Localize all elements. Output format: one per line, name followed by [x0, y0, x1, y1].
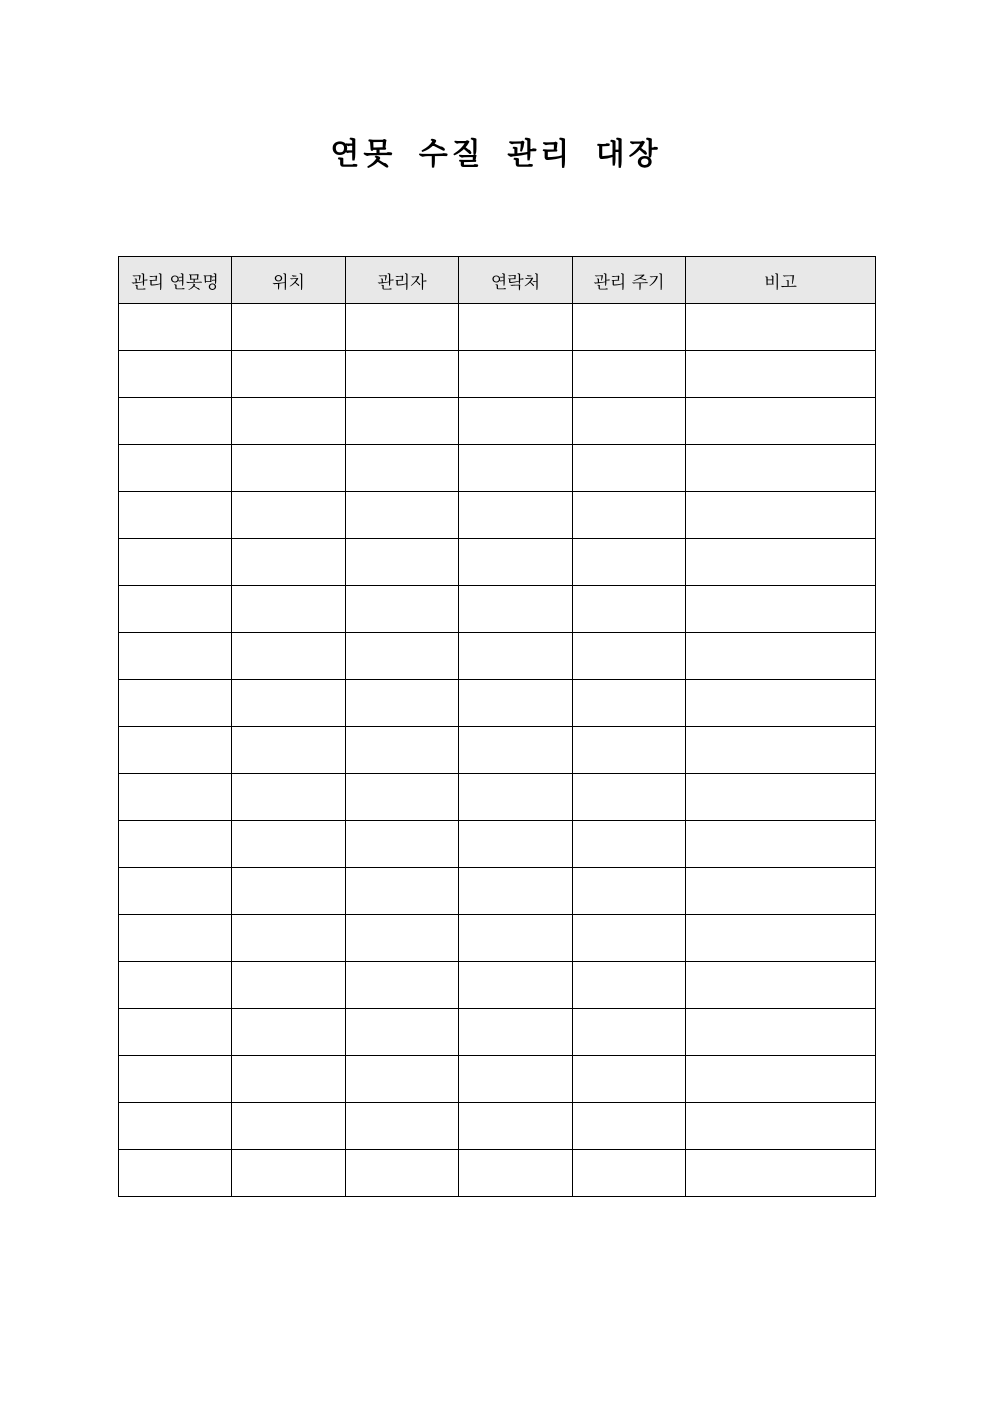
- location-cell[interactable]: [232, 821, 346, 868]
- manager-cell[interactable]: [346, 304, 459, 351]
- manager-cell[interactable]: [346, 962, 459, 1009]
- manager-cell[interactable]: [346, 821, 459, 868]
- pond-name-cell[interactable]: [119, 1150, 232, 1197]
- table-row: [119, 351, 876, 398]
- contact-cell[interactable]: [459, 304, 573, 351]
- location-cell[interactable]: [232, 915, 346, 962]
- contact-cell[interactable]: [459, 727, 573, 774]
- remarks-cell[interactable]: [686, 1056, 876, 1103]
- pond-name-cell[interactable]: [119, 398, 232, 445]
- manager-cell[interactable]: [346, 1009, 459, 1056]
- pond-name-cell[interactable]: [119, 1009, 232, 1056]
- management-cycle-cell[interactable]: [573, 586, 686, 633]
- contact-cell[interactable]: [459, 1103, 573, 1150]
- contact-cell[interactable]: [459, 915, 573, 962]
- pond-name-cell[interactable]: [119, 962, 232, 1009]
- pond-name-cell[interactable]: [119, 1056, 232, 1103]
- contact-cell[interactable]: [459, 1056, 573, 1103]
- table-row: [119, 680, 876, 727]
- manager-cell[interactable]: [346, 680, 459, 727]
- table-row: [119, 821, 876, 868]
- manager-cell[interactable]: [346, 445, 459, 492]
- location-cell[interactable]: [232, 727, 346, 774]
- location-cell[interactable]: [232, 351, 346, 398]
- contact-cell[interactable]: [459, 351, 573, 398]
- manager-cell[interactable]: [346, 492, 459, 539]
- location-cell[interactable]: [232, 304, 346, 351]
- pond-name-cell[interactable]: [119, 586, 232, 633]
- manager-cell[interactable]: [346, 1056, 459, 1103]
- contact-cell[interactable]: [459, 680, 573, 727]
- management-cycle-cell[interactable]: [573, 774, 686, 821]
- table-header-row: [119, 257, 876, 304]
- remarks-cell[interactable]: [686, 445, 876, 492]
- location-cell[interactable]: [232, 633, 346, 680]
- location-cell[interactable]: [232, 962, 346, 1009]
- contact-cell[interactable]: [459, 1150, 573, 1197]
- remarks-cell[interactable]: [686, 821, 876, 868]
- contact-cell[interactable]: [459, 492, 573, 539]
- management-cycle-cell[interactable]: [573, 351, 686, 398]
- remarks-cell[interactable]: [686, 915, 876, 962]
- manager-cell[interactable]: [346, 398, 459, 445]
- location-cell[interactable]: [232, 1103, 346, 1150]
- management-cycle-cell[interactable]: [573, 445, 686, 492]
- remarks-cell[interactable]: [686, 868, 876, 915]
- pond-name-cell[interactable]: [119, 727, 232, 774]
- management-cycle-cell[interactable]: [573, 680, 686, 727]
- pond-name-cell[interactable]: [119, 304, 232, 351]
- table-row: [119, 915, 876, 962]
- manager-cell[interactable]: [346, 539, 459, 586]
- manager-cell[interactable]: [346, 586, 459, 633]
- remarks-cell[interactable]: [686, 351, 876, 398]
- column-header-remarks: 비고: [686, 257, 876, 304]
- column-header-contact: 연락처: [459, 257, 573, 304]
- contact-cell[interactable]: [459, 539, 573, 586]
- table-row: [119, 727, 876, 774]
- pond-name-cell[interactable]: [119, 539, 232, 586]
- management-cycle-cell[interactable]: [573, 492, 686, 539]
- table-row: [119, 539, 876, 586]
- location-cell[interactable]: [232, 1056, 346, 1103]
- table-row: [119, 445, 876, 492]
- manager-cell[interactable]: [346, 868, 459, 915]
- remarks-cell[interactable]: [686, 727, 876, 774]
- remarks-cell[interactable]: [686, 1009, 876, 1056]
- remarks-cell[interactable]: [686, 304, 876, 351]
- manager-cell[interactable]: [346, 1150, 459, 1197]
- table-row: [119, 1103, 876, 1150]
- management-cycle-cell[interactable]: [573, 1150, 686, 1197]
- management-cycle-cell[interactable]: [573, 1056, 686, 1103]
- pond-name-cell[interactable]: [119, 868, 232, 915]
- pond-name-cell[interactable]: [119, 821, 232, 868]
- location-cell[interactable]: [232, 1009, 346, 1056]
- management-cycle-cell[interactable]: [573, 633, 686, 680]
- manager-cell[interactable]: [346, 633, 459, 680]
- management-cycle-cell[interactable]: [573, 821, 686, 868]
- location-cell[interactable]: [232, 445, 346, 492]
- management-cycle-cell[interactable]: [573, 1009, 686, 1056]
- contact-cell[interactable]: [459, 445, 573, 492]
- management-cycle-cell[interactable]: [573, 1103, 686, 1150]
- pond-name-cell[interactable]: [119, 445, 232, 492]
- remarks-cell[interactable]: [686, 492, 876, 539]
- location-cell[interactable]: [232, 1150, 346, 1197]
- remarks-cell[interactable]: [686, 586, 876, 633]
- location-cell[interactable]: [232, 868, 346, 915]
- table-row: [119, 492, 876, 539]
- remarks-cell[interactable]: [686, 1150, 876, 1197]
- manager-cell[interactable]: [346, 727, 459, 774]
- contact-cell[interactable]: [459, 633, 573, 680]
- location-cell[interactable]: [232, 586, 346, 633]
- management-cycle-cell[interactable]: [573, 868, 686, 915]
- manager-cell[interactable]: [346, 1103, 459, 1150]
- table-row: [119, 774, 876, 821]
- table-row: [119, 586, 876, 633]
- remarks-cell[interactable]: [686, 633, 876, 680]
- table-row: [119, 398, 876, 445]
- pond-name-cell[interactable]: [119, 633, 232, 680]
- remarks-cell[interactable]: [686, 680, 876, 727]
- column-header-location: 위치: [232, 257, 346, 304]
- management-cycle-cell[interactable]: [573, 539, 686, 586]
- remarks-cell[interactable]: [686, 962, 876, 1009]
- management-cycle-cell[interactable]: [573, 962, 686, 1009]
- manager-cell[interactable]: [346, 351, 459, 398]
- management-cycle-cell[interactable]: [573, 304, 686, 351]
- location-cell[interactable]: [232, 774, 346, 821]
- column-header-manager: 관리자: [346, 257, 459, 304]
- manager-cell[interactable]: [346, 915, 459, 962]
- table-row: [119, 868, 876, 915]
- table-row: [119, 1009, 876, 1056]
- contact-cell[interactable]: [459, 398, 573, 445]
- column-header-management-cycle: 관리 주기: [573, 257, 686, 304]
- management-cycle-cell[interactable]: [573, 727, 686, 774]
- contact-cell[interactable]: [459, 774, 573, 821]
- location-cell[interactable]: [232, 492, 346, 539]
- table-body: [119, 304, 876, 1197]
- contact-cell[interactable]: [459, 868, 573, 915]
- table-row: [119, 633, 876, 680]
- pond-name-cell[interactable]: [119, 1103, 232, 1150]
- table-row: [119, 962, 876, 1009]
- contact-cell[interactable]: [459, 1009, 573, 1056]
- remarks-cell[interactable]: [686, 1103, 876, 1150]
- remarks-cell[interactable]: [686, 774, 876, 821]
- pond-water-quality-table: [118, 256, 876, 1197]
- contact-cell[interactable]: [459, 586, 573, 633]
- pond-name-cell[interactable]: [119, 492, 232, 539]
- manager-cell[interactable]: [346, 774, 459, 821]
- location-cell[interactable]: [232, 680, 346, 727]
- contact-cell[interactable]: [459, 962, 573, 1009]
- pond-name-cell[interactable]: [119, 774, 232, 821]
- table-row: [119, 1150, 876, 1197]
- location-cell[interactable]: [232, 539, 346, 586]
- pond-name-cell[interactable]: [119, 915, 232, 962]
- contact-cell[interactable]: [459, 821, 573, 868]
- pond-name-cell[interactable]: [119, 680, 232, 727]
- table-row: [119, 304, 876, 351]
- pond-name-cell[interactable]: [119, 351, 232, 398]
- table-row: [119, 1056, 876, 1103]
- remarks-cell[interactable]: [686, 539, 876, 586]
- management-cycle-cell[interactable]: [573, 398, 686, 445]
- page-title: 연못 수질 관리 대장: [330, 137, 662, 172]
- remarks-cell[interactable]: [686, 398, 876, 445]
- column-header-pond-name: 관리 연못명: [119, 257, 232, 304]
- location-cell[interactable]: [232, 398, 346, 445]
- management-cycle-cell[interactable]: [573, 915, 686, 962]
